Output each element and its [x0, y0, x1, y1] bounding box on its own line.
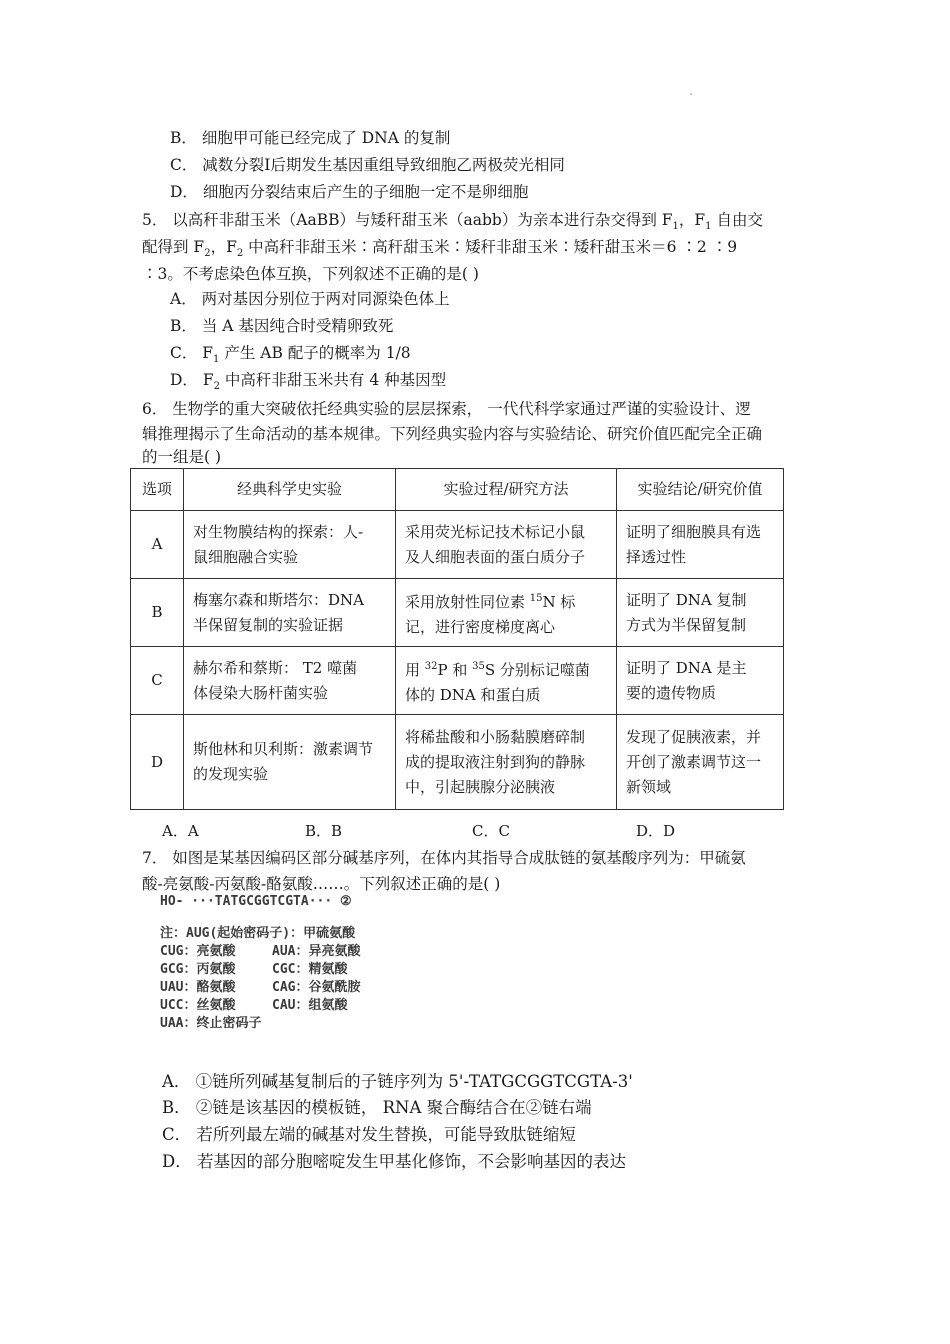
q7-option-b: B． ②链是该基因的模板链， RNA 聚合酶结合在②链右端 [162, 1098, 592, 1117]
table-header-cell: 经典科学史实验 [184, 469, 396, 511]
table-row [131, 579, 784, 647]
table-cell-conclusion: 发现了促胰液素，并 开创了激素调节这一 新领域 [617, 715, 784, 810]
codon-entry: CAU：组氨酸 [272, 998, 348, 1013]
table-cell-option: D [131, 715, 184, 810]
table-cell-conclusion: 证明了 DNA 复制 方式为半保留复制 [617, 579, 784, 647]
table-header-cell: 选项 [131, 469, 184, 511]
q7-option-c: C． 若所列最左端的碱基对发生替换，可能导致肽链缩短 [162, 1125, 576, 1144]
q5-option-b: B． 当 A 基因纯合时受精卵致死 [170, 317, 394, 335]
table-header-cell: 实验过程/研究方法 [396, 469, 617, 511]
q5-option-c: C． $F_1$ 产生 AB 配子的概率为 1/8 [170, 344, 411, 366]
q4-option-b: B． 细胞甲可能已经完成了 DNA 的复制 [170, 129, 451, 147]
codon-note: 注：AUG(起始密码子)：甲硫氨酸 [160, 926, 356, 941]
q6-stem-line1: 6． 生物学的重大突破依托经典实验的层层探索， 一代代科学家通过严谨的实验设计、逻 [142, 400, 751, 418]
table-cell-option: A [131, 511, 184, 579]
table-cell-experiment: 对生物膜结构的探索：人- 鼠细胞融合实验 [184, 511, 396, 579]
q6-answer-c: C．C [472, 822, 510, 840]
table-cell-method: 采用放射性同位素 $^{15}$N 标 记，进行密度梯度离心 [396, 579, 617, 647]
codon-entry: GCG：丙氨酸 [160, 962, 236, 977]
codon-entry: UCC：丝氨酸 [160, 998, 236, 1013]
table-cell-option: B [131, 579, 184, 647]
q7-option-a: A． ①链所列碱基复制后的子链序列为 5'-TATGCGGTCGTA-3' [162, 1072, 633, 1091]
q5-stem-line1: 5． 以高秆非甜玉米（AaBB）与矮秆甜玉米（aabb）为亲本进行杂交得到 $F_1$，$F_1$ 自由交 [142, 211, 763, 233]
q6-answer-d: D．D [636, 822, 676, 840]
table-cell-conclusion: 证明了细胞膜具有选 择透过性 [617, 511, 784, 579]
q5-stem-line2: 配得到 $F_2$，$F_2$ 中高秆非甜玉米∶高秆甜玉米∶矮秆非甜玉米∶矮秆甜玉米＝6 ∶2 ∶9 [142, 238, 738, 260]
scan-speck [690, 93, 692, 95]
table-cell-experiment: 赫尔希和蔡斯： T2 噬菌 体侵染大肠杆菌实验 [184, 647, 396, 715]
q6-stem-line3: 的一组是( ) [142, 448, 222, 466]
q5-stem-line3: ∶3。不考虑染色体互换，下列叙述不正确的是( ) [142, 265, 479, 283]
q6-stem-line2: 辑推理揭示了生命活动的基本规律。下列经典实验内容与实验结论、研究价值匹配完全正确 [142, 425, 763, 443]
table-cell-option: C [131, 647, 184, 715]
table-cell-method: 采用荧光标记技术标记小鼠 及人细胞表面的蛋白质分子 [396, 511, 617, 579]
q7-stem-line2: 酸-亮氨酸-丙氨酸-酪氨酸……。下列叙述正确的是( ) [142, 875, 501, 893]
codon-figure [160, 892, 395, 1032]
q6-answer-a: A．A [162, 822, 199, 840]
codon-entry: AUA：异亮氨酸 [272, 944, 361, 959]
table-header-row [131, 469, 784, 511]
codon-entry: UAA：终止密码子 [160, 1016, 262, 1031]
codon-entry: UAU：酪氨酸 [160, 980, 236, 995]
table-header-cell: 实验结论/研究价值 [617, 469, 784, 511]
q5-option-d: D． $F_2$ 中高秆非甜玉米共有 4 种基因型 [170, 371, 447, 393]
q6-table [130, 468, 784, 810]
sequence-strand: HO- ···TATGCGGTCGTA··· ② [160, 894, 352, 909]
table-cell-conclusion: 证明了 DNA 是主 要的遗传物质 [617, 647, 784, 715]
table-row [131, 511, 784, 579]
codon-entry: CUG：亮氨酸 [160, 944, 236, 959]
codon-entry: CAG：谷氨酰胺 [272, 980, 361, 995]
codon-entry: CGC：精氨酸 [272, 962, 348, 977]
q7-stem-line1: 7． 如图是某基因编码区部分碱基序列，在体内其指导合成肽链的氨基酸序列为：甲硫氨 [142, 849, 746, 867]
q5-option-a: A． 两对基因分别位于两对同源染色体上 [170, 290, 450, 308]
table-cell-method: 用 $^{32}$P 和 $^{35}$S 分别标记噬菌 体的 DNA 和蛋白质 [396, 647, 617, 715]
table-cell-experiment: 斯他林和贝利斯：激素调节 的发现实验 [184, 715, 396, 810]
table-cell-experiment: 梅塞尔森和斯塔尔：DNA 半保留复制的实验证据 [184, 579, 396, 647]
q6-answer-b: B．B [305, 822, 343, 840]
q4-option-d: D． 细胞丙分裂结束后产生的子细胞一定不是卵细胞 [170, 183, 529, 201]
q7-option-d: D． 若基因的部分胞嘧啶发生甲基化修饰，不会影响基因的表达 [162, 1152, 626, 1171]
q4-option-c: C． 减数分裂Ⅰ后期发生基因重组导致细胞乙两极荧光相同 [170, 156, 565, 174]
table-cell-method: 将稀盐酸和小肠黏膜磨碎制 成的提取液注射到狗的静脉 中，引起胰腺分泌胰液 [396, 715, 617, 810]
table-row [131, 715, 784, 810]
table-row [131, 647, 784, 715]
